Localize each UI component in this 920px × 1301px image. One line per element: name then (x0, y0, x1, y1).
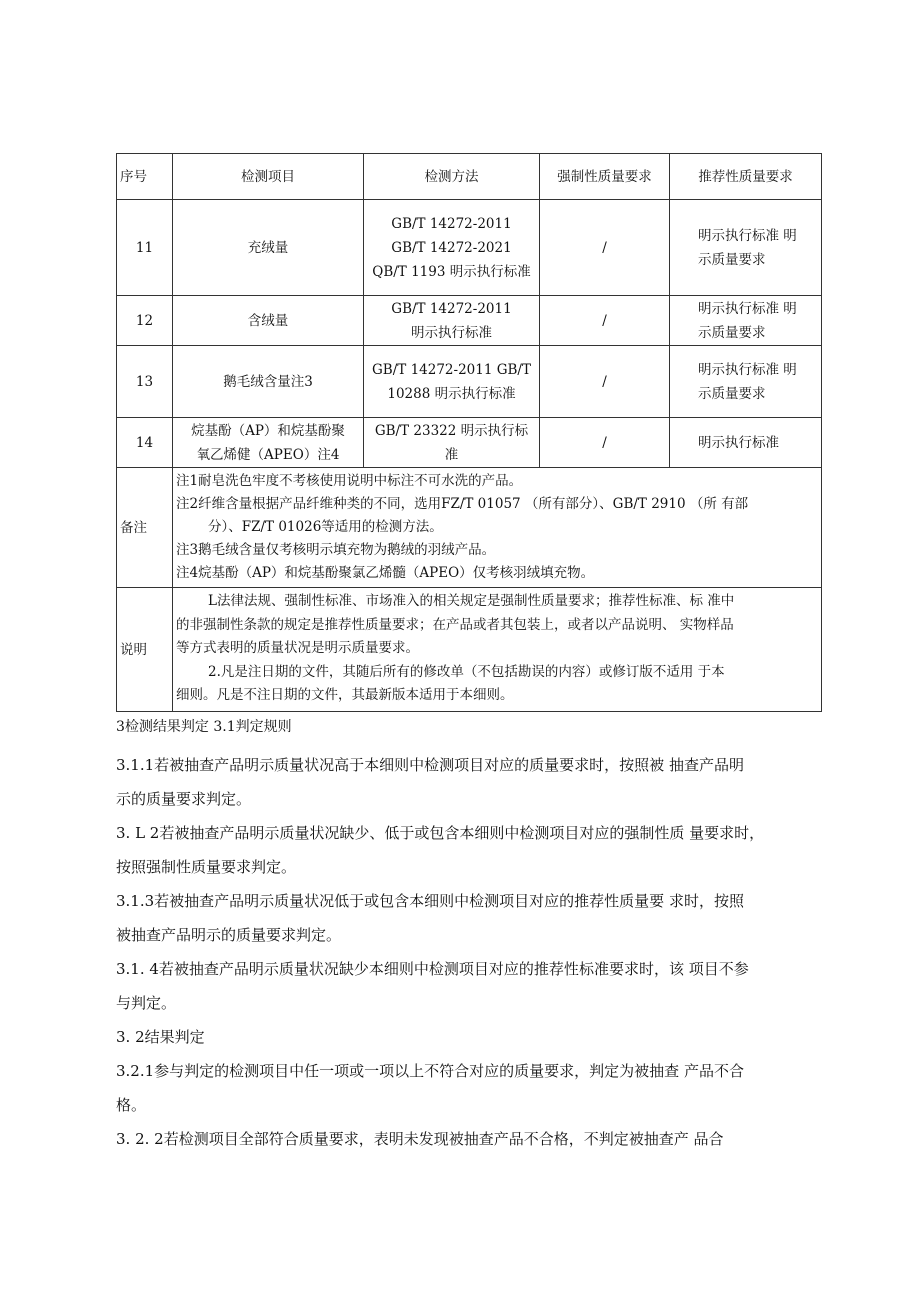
method-line: 明示执行标准 (411, 324, 492, 341)
header-serial-number: 序号 (117, 154, 173, 200)
row-method (364, 346, 540, 418)
explanation-line: 等方式表明的质量状况是明示质量要求。 (176, 640, 419, 656)
paragraph-line: 3.1. 4若被抽查产品明示质量状况缺少本细则中检测项目对应的推荐性标准要求时，该 项目不参 (116, 960, 749, 978)
explanation-line: 的非强制性条款的规定是推荐性质量要求；在产品或者其包装上，或者以产品说明、 实物样品 (176, 616, 734, 633)
notes-row (117, 468, 822, 588)
paragraph-line: 示的质量要求判定。 (116, 790, 252, 808)
table-row (117, 418, 822, 468)
quality-requirements-table (116, 153, 822, 712)
row-method (364, 296, 540, 346)
row-mandatory: / (540, 296, 670, 346)
row-item: 鹅毛绒含量注3 (173, 346, 364, 418)
table-row (117, 200, 822, 296)
recommended-line: 明示执行标准 明 (698, 227, 797, 244)
paragraph-line: 被抽查产品明示的质量要求判定。 (116, 926, 342, 944)
method-line: GB/T 14272-2011 (391, 300, 512, 317)
method-line: 准 (444, 446, 459, 463)
header-recommended-requirement: 推荐性质量要求 (670, 154, 822, 200)
row-mandatory: / (540, 200, 670, 296)
method-line: GB/T 14272-2011 (391, 215, 512, 232)
recommended-line: 示质量要求 (698, 385, 766, 402)
row-method (364, 418, 540, 468)
paragraph-line: 3. 2. 2若检测项目全部符合质量要求，表明未发现被抽查产品不合格，不判定被抽查产 品合 (116, 1130, 724, 1148)
paragraph-line: 按照强制性质量要求判定。 (116, 858, 297, 876)
paragraph-line: 与判定。 (116, 994, 177, 1012)
recommended-line: 示质量要求 (698, 324, 766, 341)
row-recommended (670, 200, 822, 296)
section-heading: 3检测结果判定 3.1判定规则 (116, 719, 292, 735)
note-line: 分）、FZ/T 01026等适用的检测方法。 (208, 519, 443, 535)
method-line: GB/T 14272-2011 GB/T (372, 361, 531, 378)
row-recommended (670, 346, 822, 418)
row-mandatory: / (540, 418, 670, 468)
recommended-line: 明示执行标准 明 (698, 300, 797, 317)
row-item: 充绒量 (173, 200, 364, 296)
paragraph-line: 格。 (116, 1096, 147, 1114)
row-method (364, 200, 540, 296)
row-recommended (670, 296, 822, 346)
row-number: 13 (117, 346, 173, 418)
explanation-content (173, 588, 822, 712)
explanation-line: L法律法规、强制性标准、市场准入的相关规定是强制性质量要求；推荐性标准、标 准中 (208, 593, 735, 609)
row-number: 11 (117, 200, 173, 296)
table-row (117, 346, 822, 418)
table-header-row (117, 154, 822, 200)
row-item (173, 418, 364, 468)
header-mandatory-requirement: 强制性质量要求 (540, 154, 670, 200)
method-line: GB/T 14272-2021 (391, 239, 512, 256)
explanation-row (117, 588, 822, 712)
method-line: QB/T 1193 明示执行标准 (372, 263, 531, 280)
explanation-line: 细则。凡是不注日期的文件，其最新版本适用于本细则。 (176, 687, 514, 703)
notes-content (173, 468, 822, 588)
header-test-method: 检测方法 (364, 154, 540, 200)
row-number: 12 (117, 296, 173, 346)
note-line: 注4烷基酚（AP）和烷基酚聚氯乙烯髓（APEO）仅考核羽绒填充物。 (176, 565, 595, 581)
explanation-line: 2.凡是注日期的文件，其随后所有的修改单（不包括勘误的内容）或修订版不适用 于本 (208, 663, 725, 680)
row-recommended: 明示执行标准 (670, 418, 822, 468)
table-row (117, 296, 822, 346)
judgment-rules-body (116, 748, 826, 1156)
paragraph-line: 3.2.1参与判定的检测项目中任一项或一项以上不符合对应的质量要求，判定为被抽查 产品不合 (116, 1062, 744, 1080)
paragraph-line: 3.1.3若被抽查产品明示质量状况低于或包含本细则中检测项目对应的推荐性质量要 求时，按照 (116, 892, 744, 910)
item-line: 氧乙烯健（APEO）注4 (196, 446, 340, 463)
recommended-line: 示质量要求 (698, 251, 766, 268)
paragraph-line: 3. L 2若被抽查产品明示质量状况缺少、低于或包含本细则中检测项目对应的强制性质 量要求时， (116, 824, 765, 842)
header-test-item: 检测项目 (173, 154, 364, 200)
paragraph-line: 3. 2结果判定 (116, 1028, 205, 1046)
row-item: 含绒量 (173, 296, 364, 346)
note-line: 注2纤维含量根据产品纤维种类的不同，选用FZ/T 01057 （所有部分）、GB/T 2910 （所 有部 (176, 496, 749, 512)
method-line: 10288 明示执行标准 (387, 385, 516, 402)
explanation-label: 说明 (117, 588, 173, 712)
row-number: 14 (117, 418, 173, 468)
recommended-line: 明示执行标准 明 (698, 361, 797, 378)
method-line: GB/T 23322 明示执行标 (374, 422, 529, 439)
paragraph-line: 3.1.1若被抽查产品明示质量状况高于本细则中检测项目对应的质量要求时，按照被 抽查产品明 (116, 756, 744, 774)
item-line: 烷基酚（AP）和烷基酚聚 (191, 422, 345, 439)
row-mandatory: / (540, 346, 670, 418)
note-line: 注3鹅毛绒含量仅考核明示填充物为鹅绒的羽绒产品。 (176, 542, 496, 558)
note-line: 注1耐皂洗色牢度不考核使用说明中标注不可水洗的产品。 (176, 473, 523, 489)
notes-label: 备注 (117, 468, 173, 588)
